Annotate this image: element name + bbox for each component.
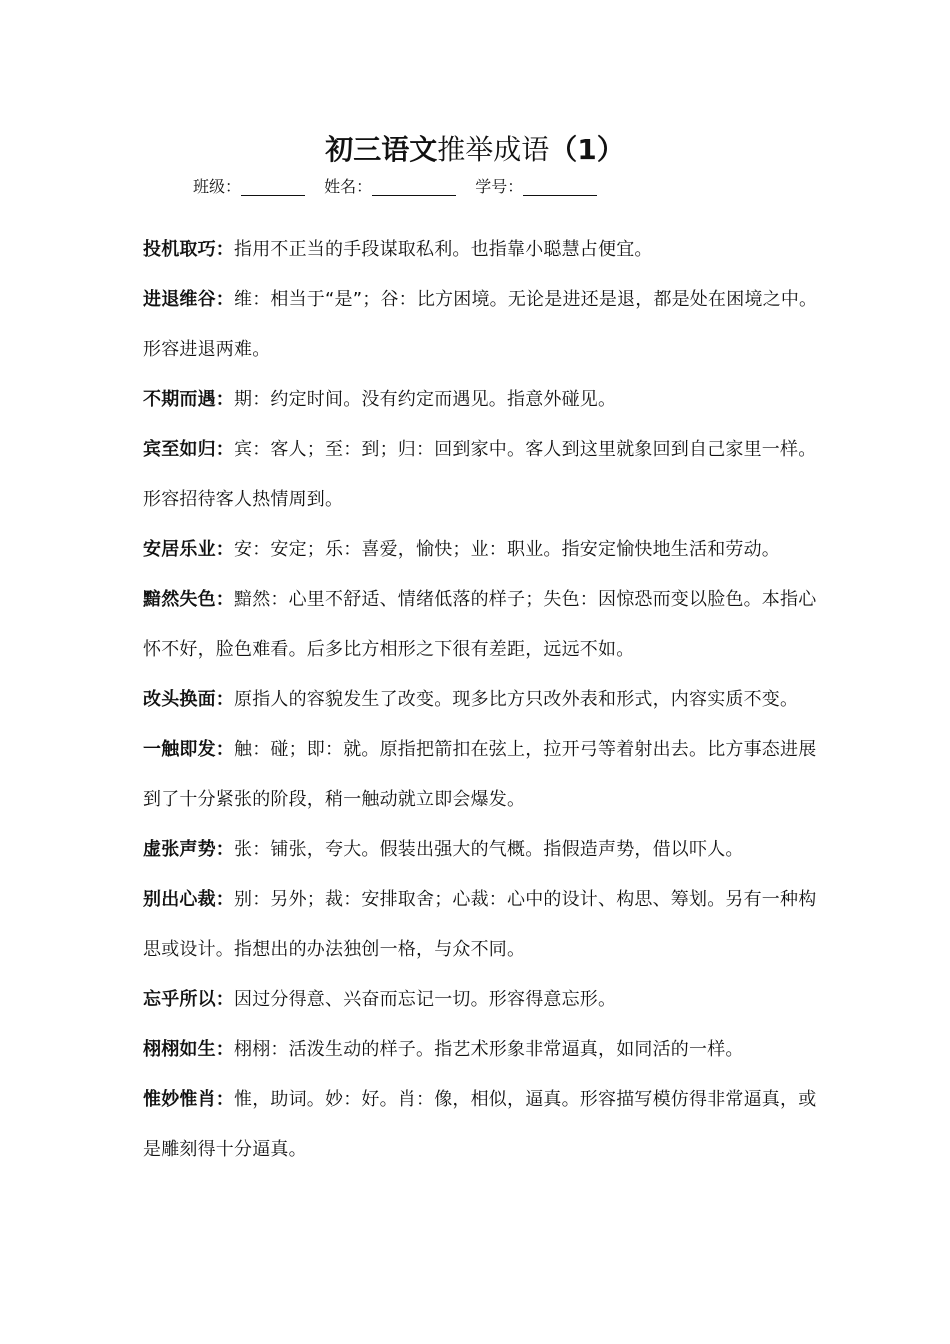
idiom-entry xyxy=(143,675,823,725)
idiom-term: 进退维谷： xyxy=(143,289,234,310)
idiom-entry xyxy=(143,425,823,525)
idiom-entry xyxy=(143,575,823,675)
idiom-definition: 惟，助词。妙：好。肖：像，相似，逼真。形容描写模仿得非常逼真，或是雕刻得十分逼真。 xyxy=(143,1089,817,1160)
idiom-definition: 栩栩：活泼生动的样子。指艺术形象非常逼真，如同活的一样。 xyxy=(234,1039,744,1060)
name-blank[interactable] xyxy=(372,179,456,196)
idiom-definition: 维：相当于“是”；谷：比方困境。无论是进还是退，都是处在困境之中。形容进退两难。 xyxy=(143,289,818,360)
page-title xyxy=(0,130,950,170)
title-bold: 初三语文 xyxy=(325,133,438,166)
idiom-entry xyxy=(143,375,823,425)
class-label: 班级： xyxy=(193,177,242,196)
idiom-term: 忘乎所以： xyxy=(143,989,234,1010)
idiom-term: 惟妙惟肖： xyxy=(143,1089,234,1110)
idiom-definition: 因过分得意、兴奋而忘记一切。形容得意忘形。 xyxy=(234,989,617,1010)
number-label: 学号： xyxy=(475,177,524,196)
idiom-entry xyxy=(143,875,823,975)
idiom-definition: 别：另外；裁：安排取舍；心裁：心中的设计、构思、筹划。另有一种构思或设计。指想出的办法独创一格，与众不同。 xyxy=(143,889,817,960)
idiom-term: 黯然失色： xyxy=(143,589,234,610)
idiom-entry xyxy=(143,975,823,1025)
idiom-definition: 黯然：心里不舒适、情绪低落的样子；失色：因惊恐而变以脸色。本指心怀不好，脸色难看。后多比方相形之下很有差距，远远不如。 xyxy=(143,589,817,660)
idiom-entry xyxy=(143,525,823,575)
idiom-definition: 期：约定时间。没有约定而遇见。指意外碰见。 xyxy=(234,389,617,410)
idiom-definition: 原指人的容貌发生了改变。现多比方只改外表和形式，内容实质不变。 xyxy=(234,689,799,710)
idiom-term: 改头换面： xyxy=(143,689,234,710)
idiom-entry xyxy=(143,825,823,875)
idiom-entry xyxy=(143,1075,823,1175)
idiom-entry xyxy=(143,275,823,375)
idiom-term: 不期而遇： xyxy=(143,389,234,410)
idiom-definition: 指用不正当的手段谋取私利。也指靠小聪慧占便宜。 xyxy=(234,239,653,260)
number-blank[interactable] xyxy=(523,179,597,196)
idiom-definition: 宾：客人；至：到；归：回到家中。客人到这里就象回到自己家里一样。形容招待客人热情周到。 xyxy=(143,439,817,510)
idiom-list xyxy=(143,225,823,1175)
idiom-entry xyxy=(143,1025,823,1075)
idiom-entry xyxy=(143,725,823,825)
idiom-term: 安居乐业： xyxy=(143,539,234,560)
title-normal: 推举成语 xyxy=(437,133,550,166)
student-info-line xyxy=(193,176,611,198)
idiom-term: 宾至如归： xyxy=(143,439,234,460)
idiom-term: 别出心裁： xyxy=(143,889,234,910)
idiom-term: 一触即发： xyxy=(143,739,234,760)
idiom-entry xyxy=(143,225,823,275)
class-blank[interactable] xyxy=(241,179,305,196)
idiom-definition: 张：铺张，夸大。假装出强大的气概。指假造声势，借以吓人。 xyxy=(234,839,744,860)
idiom-term: 栩栩如生： xyxy=(143,1039,234,1060)
idiom-definition: 安：安定；乐：喜爱，愉快；业：职业。指安定愉快地生活和劳动。 xyxy=(234,539,780,560)
name-label: 姓名： xyxy=(324,177,373,196)
idiom-definition: 触：碰；即：就。原指把箭扣在弦上，拉开弓等着射出去。比方事态进展到了十分紧张的阶段，稍一触动就立即会爆发。 xyxy=(143,739,817,810)
idiom-term: 虚张声势： xyxy=(143,839,234,860)
title-suffix: （1） xyxy=(549,133,625,166)
idiom-term: 投机取巧： xyxy=(143,239,234,260)
